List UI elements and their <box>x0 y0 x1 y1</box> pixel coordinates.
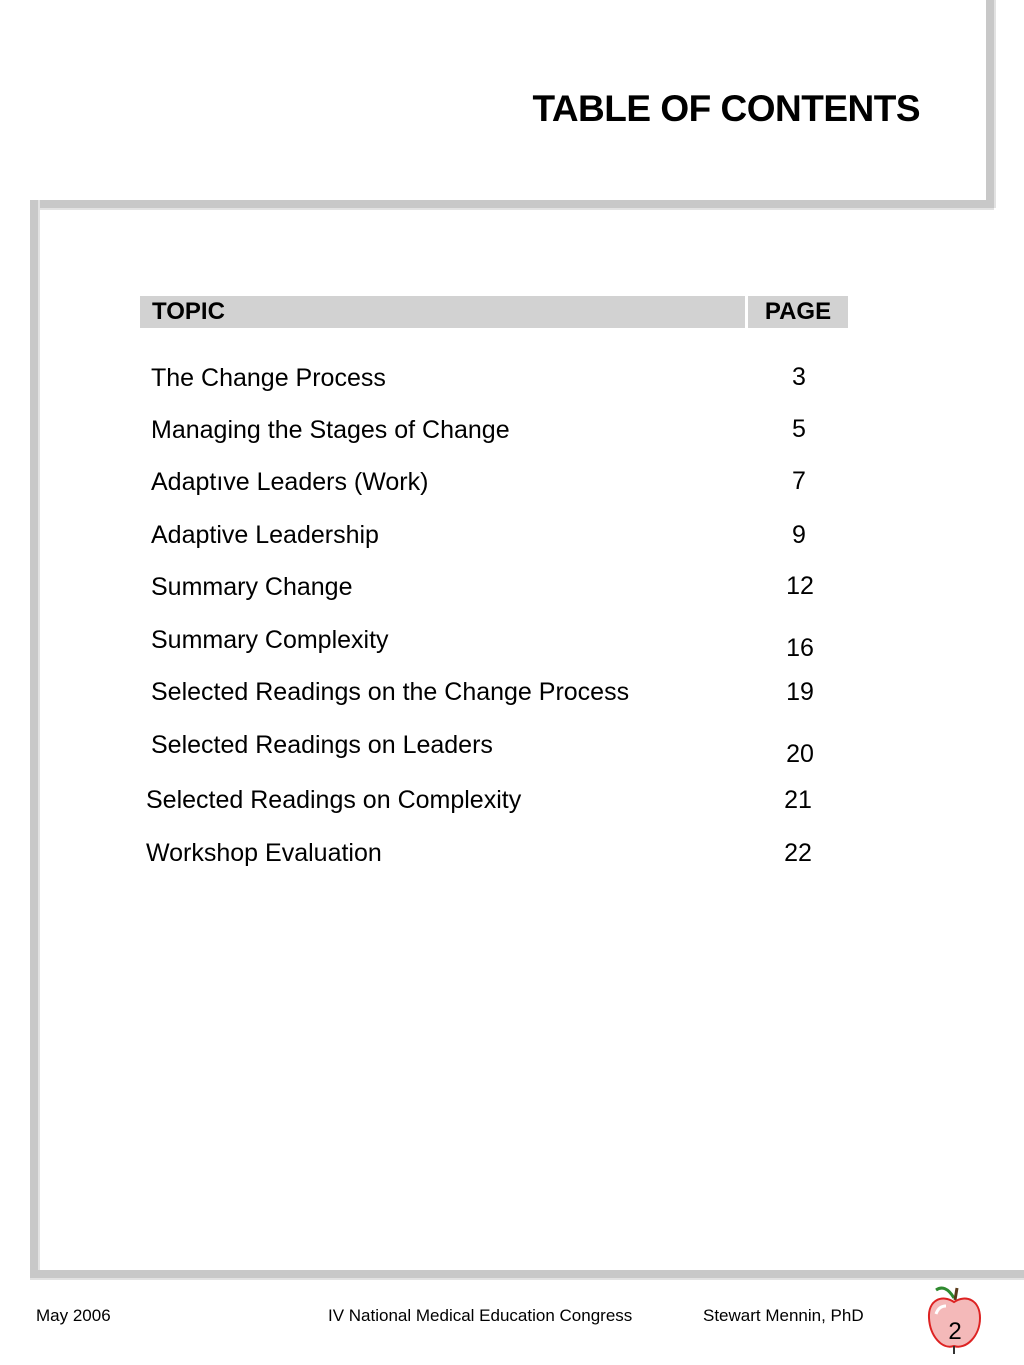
frame-bar-left <box>30 200 38 1278</box>
toc-entry-topic: Adaptive Leadership <box>151 521 379 549</box>
footer-event: IV National Medical Education Congress <box>328 1306 633 1325</box>
toc-entry-page: 9 <box>792 521 806 549</box>
page-title: TABLE OF CONTENTS <box>532 88 920 129</box>
toc-entry-topic: The Change Process <box>151 364 386 392</box>
toc-entry-topic: Selected Readings on Leaders <box>151 731 493 759</box>
toc-entry-page: 7 <box>792 467 806 495</box>
toc-entry-topic: Selected Readings on the Change Process <box>151 678 630 706</box>
toc-entry-page: 21 <box>784 786 812 814</box>
toc-entry-topic: Adaptıve Leaders (Work) <box>151 468 429 496</box>
toc-header-row <box>140 296 848 328</box>
toc-entry-topic: Managing the Stages of Change <box>151 416 510 444</box>
footer-date: May 2006 <box>36 1306 111 1325</box>
toc-header-page: PAGE <box>748 296 848 328</box>
toc-entry-page: 20 <box>786 740 814 768</box>
toc-entry-page: 22 <box>784 839 812 867</box>
toc-entry-page: 19 <box>786 678 814 706</box>
toc-header-topic: TOPIC <box>140 296 745 328</box>
toc-entry-page: 3 <box>792 363 806 391</box>
page-number: 2 <box>948 1318 962 1345</box>
footer-author: Stewart Mennin, PhD <box>703 1306 864 1325</box>
toc-entry-page: 5 <box>792 415 806 443</box>
toc-entry-topic: Summary Complexity <box>151 626 389 654</box>
toc-entry-topic: Summary Change <box>151 573 353 601</box>
toc-entry-page: 16 <box>786 634 814 662</box>
frame-bar-bottom <box>30 1270 1024 1278</box>
frame-bar-middle <box>30 200 994 208</box>
frame-bar-top-right <box>986 0 994 208</box>
toc-entry-topic: Workshop Evaluation <box>146 839 382 867</box>
toc-entry-topic: Selected Readings on Complexity <box>146 786 522 814</box>
toc-entry-page: 12 <box>786 572 814 600</box>
